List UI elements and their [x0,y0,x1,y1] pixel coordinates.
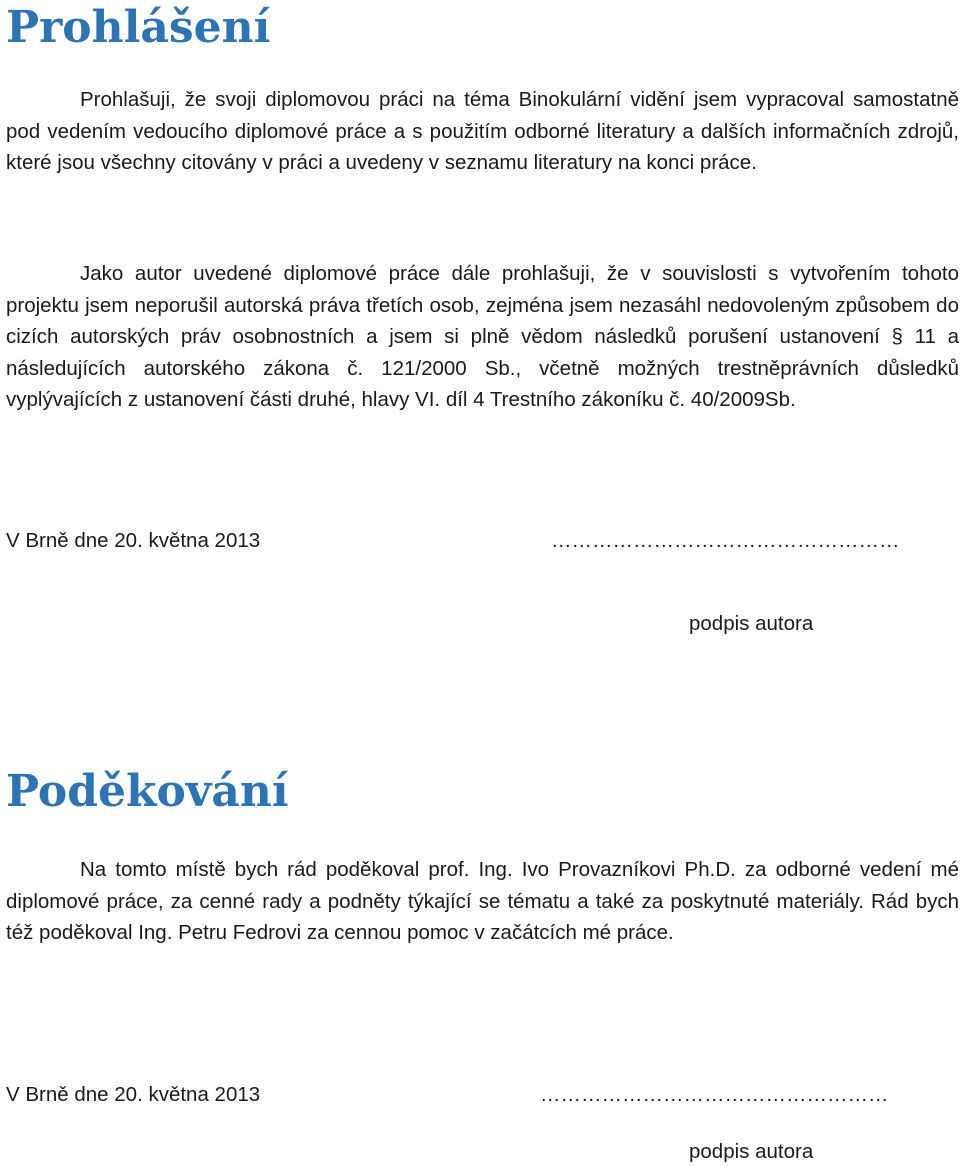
declaration-paragraph-1: Prohlašuji, že svoji diplomovou práci na téma Binokulární vidění jsem vypracoval samostatně pod vedením vedoucího diplomové práce a s použitím odborné literatury a dalších informačních zdrojů, které jsou všechny citovány v práci a uvedeny v seznamu literatury na konci práce. [6,88,959,174]
acknowledgement-title: Poděkování [6,766,289,817]
acknowledgement-signature-line: …………………………………………… [540,1083,889,1106]
declaration-place-date: V Brně dne 20. května 2013 [6,529,261,552]
declaration-signature-line: …………………………………………… [551,529,900,552]
acknowledgement-place-date: V Brně dne 20. května 2013 [6,1083,261,1106]
declaration-title: Prohlášení [6,2,271,53]
declaration-signature-label: podpis autora [689,612,814,635]
acknowledgement-signature-label: podpis autora [689,1140,814,1163]
declaration-paragraph-2: Jako autor uvedené diplomové práce dále prohlašuji, že v souvislosti s vytvořením tohoto projektu jsem neporušil autorská práva třetích osob, zejména jsem nezasáhl nedovoleným způsobem do cizích autorských práv osobnostních a jsem si plně vědom následků porušení ustanovení § 11 a následujících autorského zákona č. 121/2000 Sb., včetně možných trestněprávních důsledků vyplývajících z ustanovení části druhé, hlavy VI. díl 4 Trestního zákoníku č. 40/2009Sb. [6,262,959,411]
acknowledgement-paragraph: Na tomto místě bych rád poděkoval prof. Ing. Ivo Provazníkovi Ph.D. za odborné vedení mé diplomové práce, za cenné rady a podněty týkající se tématu a také za poskytnuté materiály. Rád bych též poděkoval Ing. Petru Fedrovi za cennou pomoc v začátcích mé práce. [6,858,959,944]
